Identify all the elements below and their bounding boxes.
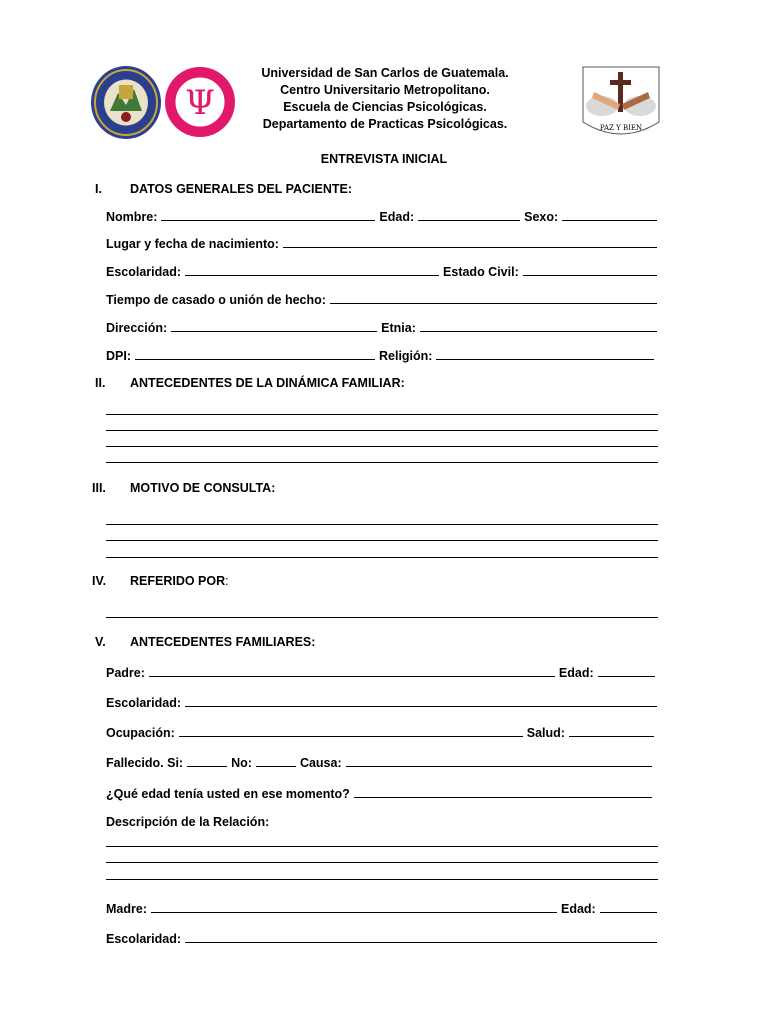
dpi-label: DPI: bbox=[106, 349, 131, 363]
motivo-line-2[interactable] bbox=[106, 540, 658, 541]
row-direccion bbox=[106, 320, 661, 336]
motivo-line-3[interactable] bbox=[106, 557, 658, 558]
edad-label: Edad: bbox=[379, 210, 415, 224]
sexo-field[interactable] bbox=[562, 209, 657, 221]
form-title: ENTREVISTA INICIAL bbox=[320, 152, 448, 166]
que-edad-label: ¿Qué edad tenía usted en ese momento? bbox=[106, 787, 350, 801]
dinamica-line-1[interactable] bbox=[106, 414, 658, 415]
header-line-3: Escuela de Ciencias Psicológicas. bbox=[283, 100, 487, 114]
row-escolaridad bbox=[106, 264, 661, 280]
fallecido-no-field[interactable] bbox=[256, 755, 296, 767]
salud-field[interactable] bbox=[569, 725, 654, 737]
row-padre bbox=[106, 665, 659, 681]
lugar-fecha-field[interactable] bbox=[283, 236, 657, 248]
fallecido-si-field[interactable] bbox=[187, 755, 227, 767]
direccion-label: Dirección: bbox=[106, 321, 168, 335]
svg-text:Ψ: Ψ bbox=[185, 83, 215, 123]
madre-edad-label: Edad: bbox=[560, 902, 596, 916]
padre-label: Padre: bbox=[106, 666, 145, 680]
descripcion-relacion-label: Descripción de la Relación: bbox=[106, 815, 270, 829]
row-nombre bbox=[106, 209, 661, 225]
salud-label: Salud: bbox=[526, 726, 565, 740]
fallecido-no-label: No: bbox=[231, 756, 252, 770]
estado-civil-label: Estado Civil: bbox=[443, 265, 519, 279]
madre-field[interactable] bbox=[151, 901, 557, 913]
row-madre bbox=[106, 901, 661, 917]
row-dpi bbox=[106, 348, 658, 364]
estado-civil-field[interactable] bbox=[523, 264, 657, 276]
edad-field[interactable] bbox=[418, 209, 520, 221]
dinamica-line-4[interactable] bbox=[106, 462, 658, 463]
nombre-label: Nombre: bbox=[106, 210, 158, 224]
madre-escolaridad-label: Escolaridad: bbox=[106, 932, 182, 946]
referido-line[interactable] bbox=[106, 617, 658, 618]
padre-field[interactable] bbox=[149, 665, 555, 677]
causa-field[interactable] bbox=[346, 755, 652, 767]
padre-edad-label: Edad: bbox=[558, 666, 594, 680]
escolaridad-label: Escolaridad: bbox=[106, 265, 182, 279]
section-3-label: MOTIVO DE CONSULTA: bbox=[130, 481, 276, 495]
row-lugar-fecha bbox=[106, 236, 661, 252]
padre-escolaridad-field[interactable] bbox=[185, 695, 657, 707]
motivo-line-1[interactable] bbox=[106, 524, 658, 525]
sexo-label: Sexo: bbox=[524, 210, 559, 224]
usac-seal-logo bbox=[90, 65, 162, 140]
row-madre-escolaridad bbox=[106, 931, 661, 947]
madre-escolaridad-field[interactable] bbox=[185, 931, 657, 943]
descripcion-line-1[interactable] bbox=[106, 846, 658, 847]
fallecido-si-label: Fallecido. Si: bbox=[106, 756, 184, 770]
header-line-2: Centro Universitario Metropolitano. bbox=[280, 83, 490, 97]
dpi-field[interactable] bbox=[135, 348, 375, 360]
section-2-number: II. bbox=[95, 376, 106, 390]
que-edad-field[interactable] bbox=[354, 786, 652, 798]
header-line-4: Departamento de Practicas Psicológicas. bbox=[262, 117, 508, 131]
section-1-number: I. bbox=[95, 182, 102, 196]
lugar-fecha-label: Lugar y fecha de nacimiento: bbox=[106, 237, 279, 251]
section-4-colon: : bbox=[225, 574, 229, 588]
paz-y-bien-label: PAZ Y BIEN bbox=[599, 124, 643, 132]
section-4-label-wrap bbox=[130, 574, 229, 588]
dinamica-line-3[interactable] bbox=[106, 446, 658, 447]
descripcion-line-3[interactable] bbox=[106, 879, 658, 880]
nombre-field[interactable] bbox=[161, 209, 375, 221]
escolaridad-field[interactable] bbox=[185, 264, 439, 276]
descripcion-line-2[interactable] bbox=[106, 862, 658, 863]
row-tiempo-casado bbox=[106, 292, 661, 308]
causa-label: Causa: bbox=[299, 756, 342, 770]
padre-edad-field[interactable] bbox=[598, 665, 655, 677]
franciscan-shield-logo bbox=[582, 66, 660, 142]
tiempo-casado-field[interactable] bbox=[330, 292, 657, 304]
section-5-label: ANTECEDENTES FAMILIARES: bbox=[130, 635, 316, 649]
section-2-label: ANTECEDENTES DE LA DINÁMICA FAMILIAR: bbox=[130, 376, 405, 390]
ocupacion-field[interactable] bbox=[179, 725, 523, 737]
dinamica-line-2[interactable] bbox=[106, 430, 658, 431]
section-5-number: V. bbox=[95, 635, 106, 649]
religion-field[interactable] bbox=[436, 348, 654, 360]
row-que-edad bbox=[106, 786, 656, 802]
etnia-field[interactable] bbox=[420, 320, 657, 332]
section-4-label: REFERIDO POR bbox=[130, 574, 226, 588]
section-1-label: DATOS GENERALES DEL PACIENTE: bbox=[130, 182, 353, 196]
madre-edad-field[interactable] bbox=[600, 901, 657, 913]
ocupacion-label: Ocupación: bbox=[106, 726, 175, 740]
section-3-number: III. bbox=[92, 481, 106, 495]
institution-header bbox=[200, 65, 570, 133]
religion-label: Religión: bbox=[379, 349, 433, 363]
padre-escolaridad-label: Escolaridad: bbox=[106, 696, 182, 710]
section-4-number: IV. bbox=[92, 574, 107, 588]
tiempo-casado-label: Tiempo de casado o unión de hecho: bbox=[106, 293, 326, 307]
etnia-label: Etnia: bbox=[381, 321, 416, 335]
row-padre-escolaridad bbox=[106, 695, 661, 711]
header-line-1: Universidad de San Carlos de Guatemala. bbox=[261, 66, 509, 80]
madre-label: Madre: bbox=[106, 902, 147, 916]
row-ocupacion bbox=[106, 725, 658, 741]
row-fallecido bbox=[106, 755, 656, 771]
direccion-field[interactable] bbox=[171, 320, 377, 332]
